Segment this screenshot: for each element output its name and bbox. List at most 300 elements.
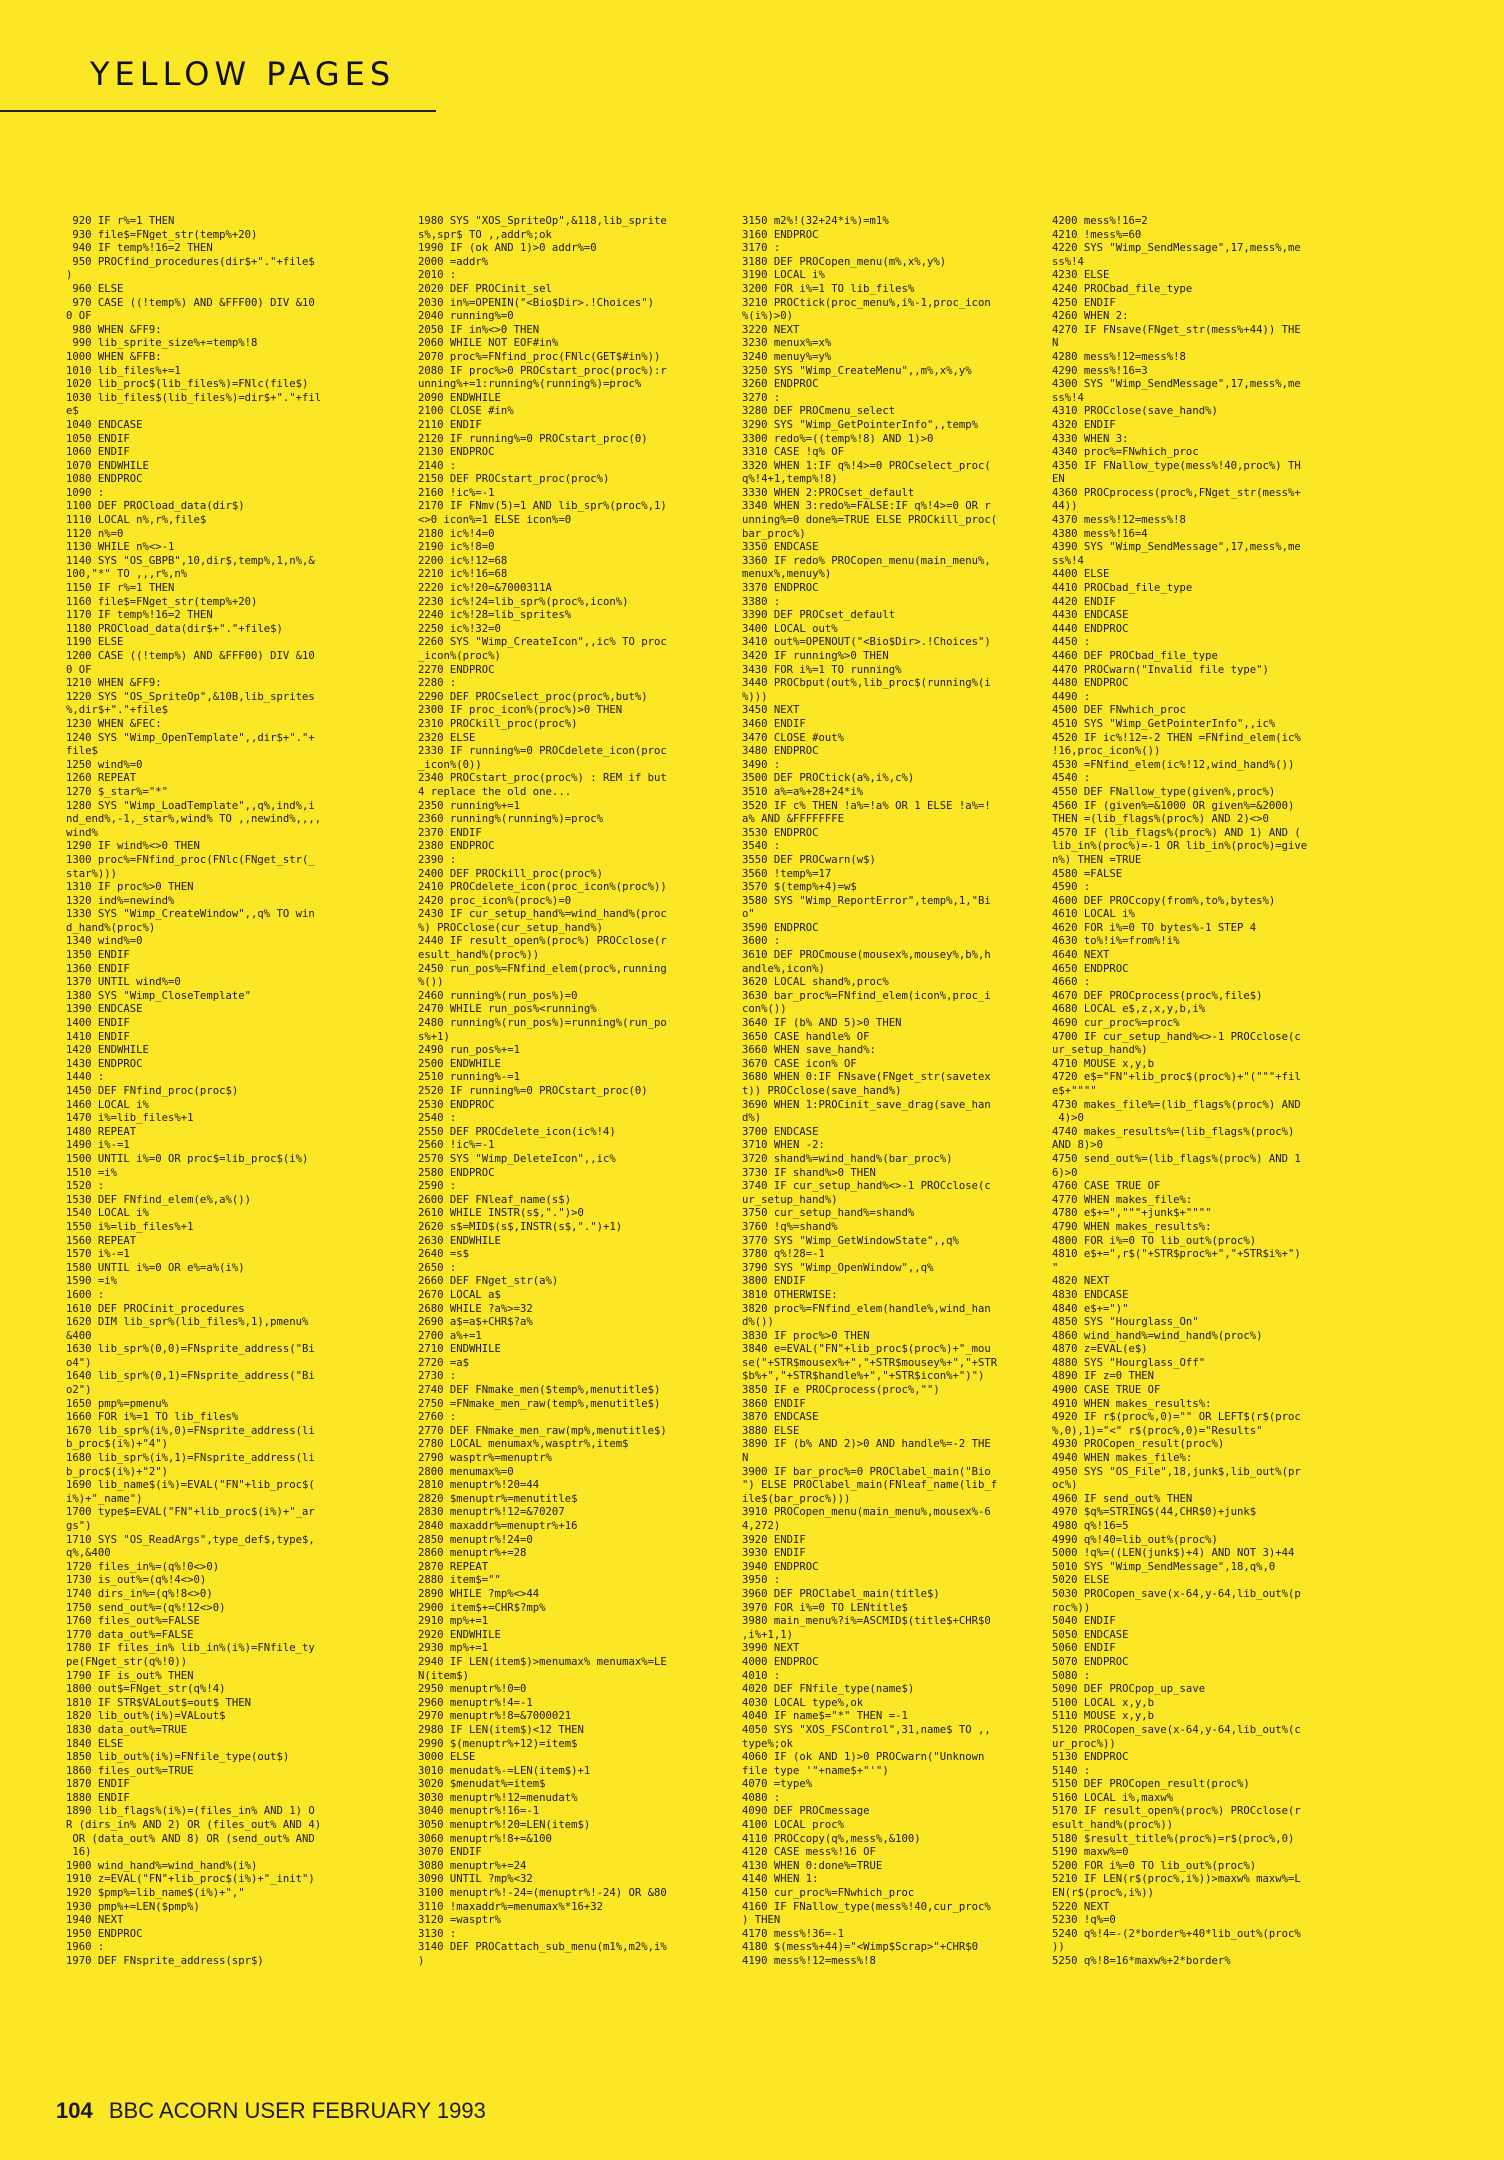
- code-line: t)) PROCclose(save_hand%): [742, 1085, 902, 1097]
- code-line: 3120 =wasptr%: [418, 1914, 501, 1927]
- code-line: 4000 ENDPROC: [742, 1655, 819, 1668]
- code-line: 4120 CASE mess%!16 OF: [742, 1846, 876, 1859]
- code-line: 2100 CLOSE #in%: [418, 405, 514, 418]
- code-line: 3920 ENDIF: [742, 1533, 806, 1546]
- code-line: 2450 run_pos%=FNfind_elem(proc%,running: [418, 962, 667, 975]
- code-line: 5140 :: [1052, 1764, 1091, 1777]
- code-line: 3860 ENDIF: [742, 1397, 806, 1410]
- code-line: n%) THEN =TRUE: [1052, 853, 1142, 866]
- code-line: 1770 data_out%=FALSE: [66, 1628, 194, 1641]
- code-line: 1220 SYS "OS_SpriteOp",&10B,lib_sprites: [66, 690, 315, 703]
- code-line: 4600 DEF PROCcopy(from%,to%,bytes%): [1052, 894, 1276, 907]
- code-line: 1950 ENDPROC: [66, 1927, 143, 1940]
- code-line: 3630 bar_proc%=FNfind_elem(icon%,proc_i: [742, 989, 991, 1002]
- code-line: 4)>0: [1052, 1112, 1084, 1125]
- code-line: 2890 WHILE ?mp%<>44: [418, 1587, 540, 1600]
- code-line: 2000 =addr%: [418, 255, 489, 268]
- code-line: d%()): [742, 1316, 774, 1329]
- code-line: 4720 e$="FN"+lib_proc$(proc%)+"("""+fil: [1052, 1071, 1301, 1084]
- code-line: 3900 IF bar_proc%=0 PROClabel_main("Bio: [742, 1465, 991, 1478]
- code-line: 3350 ENDCASE: [742, 541, 819, 554]
- code-line: 4070 =type%: [742, 1778, 813, 1791]
- code-line: 4210 !mess%=60: [1052, 228, 1142, 241]
- code-line: 1370 UNTIL wind%=0: [66, 976, 181, 989]
- code-line: 2960 menuptr%!4=-1: [418, 1696, 533, 1709]
- code-line: 960 ELSE: [66, 282, 124, 295]
- code-line: 2540 :: [418, 1112, 457, 1125]
- code-line: 3160 ENDPROC: [742, 228, 819, 241]
- listing-column-4: [1052, 215, 1372, 1969]
- code-line: 2790 wasptr%=menuptr%: [418, 1452, 552, 1465]
- code-line: 5150 DEF PROCopen_result(proc%): [1052, 1778, 1250, 1791]
- code-line: 3220 NEXT: [742, 323, 800, 336]
- code-line: 4190 mess%!12=mess%!8: [742, 1955, 876, 1967]
- code-line: 4840 e$+=")": [1052, 1302, 1129, 1315]
- code-line: 980 WHEN &FF9:: [66, 323, 162, 336]
- code-line: 4320 ENDIF: [1052, 418, 1116, 431]
- code-line: ile$(bar_proc%))): [742, 1492, 851, 1505]
- code-line: 2190 ic%!8=0: [418, 541, 495, 554]
- code-line: 3260 ENDPROC: [742, 378, 819, 391]
- code-line: d_hand%(proc%): [66, 921, 156, 934]
- code-line: 4810 e$+=",r$("+STR$proc%+","+STR$i%+"): [1052, 1248, 1301, 1261]
- code-line: 4630 to%!i%=from%!i%: [1052, 935, 1180, 948]
- code-line: 2840 maxaddr%=menuptr%+16: [418, 1520, 578, 1532]
- code-line: 2010 :: [418, 269, 457, 282]
- code-line: 1050 ENDIF: [66, 432, 130, 445]
- code-line: 3540 :: [742, 840, 781, 853]
- code-line: 3240 menuy%=y%: [742, 350, 832, 363]
- code-line: 3770 SYS "Wimp_GetWindowState",,q%: [742, 1234, 959, 1247]
- code-line: 2810 menuptr%!20=44: [418, 1479, 540, 1492]
- code-line: nd_end%,-1,_star%,wind% TO ,,newind%,,,,: [66, 813, 322, 826]
- code-line: 2290 DEF PROCselect_proc(proc%,but%): [418, 690, 648, 703]
- code-line: 4050 SYS "XOS_FSControl",31,name$ TO ,,: [742, 1723, 991, 1736]
- code-line: 2170 IF FNmv(5)=1 AND lib_spr%(proc%,1): [418, 500, 667, 513]
- code-line: 2140 :: [418, 459, 457, 472]
- code-line: 3800 ENDIF: [742, 1275, 806, 1288]
- code-line: 2570 SYS "Wimp_DeleteIcon",,ic%: [418, 1152, 616, 1165]
- code-line: 2770 DEF FNmake_men_raw(mp%,menutitle$): [418, 1424, 667, 1437]
- code-line: e$: [66, 405, 79, 418]
- code-line: 1510 =i%: [66, 1166, 118, 1179]
- code-line: 4930 PROCopen_result(proc%): [1052, 1438, 1225, 1451]
- code-line: 2370 ENDIF: [418, 826, 482, 839]
- code-line: 4440 ENDPROC: [1052, 622, 1129, 635]
- code-line: 2860 menuptr%+=28: [418, 1547, 527, 1560]
- code-line: N: [742, 1452, 749, 1465]
- code-line: ) THEN: [742, 1914, 781, 1927]
- code-line: 3400 LOCAL out%: [742, 622, 838, 635]
- code-line: 3100 menuptr%!-24=(menuptr%!-24) OR &80: [418, 1887, 667, 1900]
- code-line: d%): [742, 1112, 762, 1125]
- code-line: 4760 CASE TRUE OF: [1052, 1180, 1161, 1193]
- code-line: 1650 pmp%=pmenu%: [66, 1397, 169, 1410]
- code-line: 1430 ENDPROC: [66, 1057, 143, 1070]
- code-line: 1310 IF proc%>0 THEN: [66, 881, 194, 894]
- code-line: 1120 n%=0: [66, 527, 124, 540]
- code-line: 1840 ELSE: [66, 1737, 124, 1750]
- code-line: 1960 :: [66, 1941, 105, 1954]
- code-line: 4290 mess%!16=3: [1052, 364, 1148, 377]
- code-line: 4400 ELSE: [1052, 568, 1110, 581]
- code-line: 4520 IF ic%!12=-2 THEN =FNfind_elem(ic%: [1052, 731, 1301, 744]
- code-line: 3330 WHEN 2:PROCset_default: [742, 486, 915, 499]
- code-line: 2610 WHILE INSTR(s$,".")>0: [418, 1207, 584, 1220]
- code-line: 4450 :: [1052, 636, 1091, 649]
- code-line: 4850 SYS "Hourglass_On": [1052, 1316, 1199, 1329]
- code-line: 4750 send_out%=(lib_flags%(proc%) AND 1: [1052, 1152, 1301, 1165]
- code-line: s%+1): [418, 1030, 450, 1043]
- code-line: 4700 IF cur_setup_hand%<>-1 PROCclose(c: [1052, 1030, 1301, 1043]
- code-line: 2490 run_pos%+=1: [418, 1044, 521, 1057]
- code-line: 2180 ic%!4=0: [418, 527, 495, 540]
- code-line: 1860 files_out%=TRUE: [66, 1764, 194, 1777]
- code-line: 1490 i%-=1: [66, 1139, 130, 1152]
- code-line: 2550 DEF PROCdelete_icon(ic%!4): [418, 1125, 616, 1138]
- code-line: 3530 ENDPROC: [742, 826, 819, 839]
- code-line: 3320 WHEN 1:IF q%!4>=0 PROCselect_proc(: [742, 459, 991, 472]
- code-line: 4150 cur_proc%=FNwhich_proc: [742, 1887, 915, 1900]
- code-line: 3890 IF (b% AND 2)>0 AND handle%=-2 THE: [742, 1438, 991, 1451]
- code-line: 1750 send_out%=(q%!12<>0): [66, 1601, 226, 1614]
- code-line: 2740 DEF FNmake_men($temp%,menutitle$): [418, 1384, 661, 1397]
- code-line: 1640 lib_spr%(0,1)=FNsprite_address("Bi: [66, 1370, 315, 1383]
- code-line: 4620 FOR i%=0 TO bytes%-1 STEP 4: [1052, 921, 1257, 934]
- code-line: 4200 mess%!16=2: [1052, 215, 1148, 227]
- code-line: 3170 :: [742, 242, 781, 255]
- code-line: 1230 WHEN &FEC:: [66, 717, 162, 730]
- code-line: 3050 menuptr%!20=LEN(item$): [418, 1819, 591, 1832]
- code-line: 3380 :: [742, 595, 781, 608]
- code-line: 4390 SYS "Wimp_SendMessage",17,mess%,me: [1052, 541, 1301, 554]
- code-line: 3730 IF shand%>0 THEN: [742, 1166, 876, 1179]
- code-line: 4740 makes_results%=(lib_flags%(proc%): [1052, 1125, 1295, 1138]
- code-line: 4300 SYS "Wimp_SendMessage",17,mess%,me: [1052, 378, 1301, 391]
- code-line: 1420 ENDWHILE: [66, 1044, 149, 1057]
- code-line: bar_proc%): [742, 527, 806, 540]
- code-line: esult_hand%(proc%)): [1052, 1819, 1174, 1832]
- code-line: 1610 DEF PROCinit_procedures: [66, 1302, 245, 1315]
- code-line: 4180 $(mess%+44)="<Wimp$Scrap>"+CHR$0: [742, 1941, 978, 1954]
- code-line: 1280 SYS "Wimp_LoadTemplate",,q%,ind%,i: [66, 799, 315, 812]
- code-line: b_proc$(i%)+"4"): [66, 1438, 169, 1451]
- code-line: 1880 ENDIF: [66, 1791, 130, 1804]
- code-line: %) PROCclose(cur_setup_hand%): [418, 921, 603, 934]
- code-line: 3870 ENDCASE: [742, 1411, 819, 1424]
- code-line: %()): [418, 976, 444, 989]
- code-line: 3340 WHEN 3:redo%=FALSE:IF q%!4>=0 OR r: [742, 500, 991, 513]
- code-line: 1670 lib_spr%(i%,0)=FNsprite_address(li: [66, 1424, 315, 1437]
- code-line: 3740 IF cur_setup_hand%<>-1 PROCclose(c: [742, 1180, 991, 1193]
- code-line: 4550 DEF FNallow_type(given%,proc%): [1052, 785, 1276, 798]
- code-line: 2500 ENDWHILE: [418, 1057, 501, 1070]
- code-line: $b%+","+STR$handle%+","+STR$icon%+")"): [742, 1370, 985, 1383]
- code-line: 1920 $pmp%=lib_name$(i%)+",": [66, 1887, 245, 1900]
- code-line: 4160 IF FNallow_type(mess%!40,cur_proc%: [742, 1900, 991, 1913]
- code-line: 4940 WHEN makes_file%:: [1052, 1452, 1193, 1465]
- code-line: 1930 pmp%+=LEN($pmp%): [66, 1900, 200, 1913]
- code-line: o4"): [66, 1356, 92, 1369]
- code-line: 3130 :: [418, 1927, 457, 1940]
- code-line: gs"): [66, 1520, 92, 1532]
- code-line: 1300 proc%=FNfind_proc(FNlc(FNget_str(_: [66, 853, 315, 866]
- code-line: 3640 IF (b% AND 5)>0 THEN: [742, 1017, 902, 1030]
- code-line: 2360 running%(running%)=proc%: [418, 813, 603, 826]
- code-line: 1250 wind%=0: [66, 758, 143, 771]
- code-line: 1970 DEF FNsprite_address(spr$): [66, 1955, 264, 1967]
- code-line: 2590 :: [418, 1180, 457, 1193]
- code-line: 2600 DEF FNleaf_name(s$): [418, 1193, 572, 1206]
- code-line: 3790 SYS "Wimp_OpenWindow",,q%: [742, 1261, 934, 1274]
- code-line: 3510 a%=a%+28+24*i%: [742, 785, 864, 798]
- code-line: 4250 ENDIF: [1052, 296, 1116, 309]
- code-line: 2690 a$=a$+CHR$?a%: [418, 1316, 533, 1329]
- code-line: 2780 LOCAL menumax%,wasptr%,item$: [418, 1438, 629, 1451]
- code-line: 2250 ic%!32=0: [418, 622, 501, 635]
- code-line: 3990 NEXT: [742, 1642, 800, 1655]
- code-line: 940 IF temp%!16=2 THEN: [66, 242, 213, 255]
- code-line: ur_setup_hand%): [742, 1193, 838, 1206]
- code-line: 950 PROCfind_procedures(dir$+"."+file$: [66, 255, 315, 268]
- code-line: esult_hand%(proc%)): [418, 949, 540, 962]
- code-line: R (dirs_in% AND 2) OR (files_out% AND 4): [66, 1819, 322, 1832]
- code-line: 4030 LOCAL type%,ok: [742, 1696, 864, 1709]
- code-line: 3520 IF c% THEN !a%=!a% OR 1 ELSE !a%=!: [742, 799, 991, 812]
- code-line: 5240 q%!4=-(2*border%+40*lib_out%(proc%: [1052, 1927, 1301, 1940]
- code-line: 5010 SYS "Wimp_SendMessage",18,q%,0: [1052, 1560, 1276, 1573]
- code-line: 4090 DEF PROCmessage: [742, 1805, 870, 1818]
- code-line: 920 IF r%=1 THEN: [66, 215, 175, 227]
- code-line: 1790 IF is_out% THEN: [66, 1669, 194, 1682]
- code-line: 4040 IF name$="*" THEN =-1: [742, 1710, 908, 1723]
- code-line: 4560 IF (given%=&1000 OR given%=&2000): [1052, 799, 1295, 812]
- code-line: 4260 WHEN 2:: [1052, 310, 1129, 323]
- code-line: 1180 PROCload_data(dir$+"."+file$): [66, 622, 283, 635]
- code-line: 1590 =i%: [66, 1275, 118, 1288]
- code-line: 2710 ENDWHILE: [418, 1343, 501, 1356]
- code-line: 4280 mess%!12=mess%!8: [1052, 350, 1186, 363]
- code-line: roc%)): [1052, 1601, 1091, 1614]
- code-line: 4780 e$+=","""+junk$+"""": [1052, 1207, 1212, 1220]
- code-line: 4410 PROCbad_file_type: [1052, 582, 1193, 595]
- code-line: 2270 ENDPROC: [418, 663, 495, 676]
- code-line: e$+"""": [1052, 1085, 1097, 1097]
- code-line: 4660 :: [1052, 976, 1091, 989]
- code-line: 2880 item$="": [418, 1574, 501, 1587]
- code-line: 4990 q%!40=lib_out%(proc%): [1052, 1533, 1218, 1546]
- code-line: ss%!4: [1052, 255, 1084, 268]
- code-line: 1660 FOR i%=1 TO lib_files%: [66, 1411, 239, 1424]
- code-line: N(item$): [418, 1669, 470, 1682]
- code-line: 4010 :: [742, 1669, 781, 1682]
- code-line: 4380 mess%!16=4: [1052, 527, 1148, 540]
- code-line: 2030 in%=OPENIN("<Bio$Dir>.!Choices"): [418, 296, 654, 309]
- code-line: 1460 LOCAL i%: [66, 1098, 149, 1111]
- code-line: 3780 q%!28=-1: [742, 1248, 825, 1261]
- code-line: 4830 ENDCASE: [1052, 1288, 1129, 1301]
- code-line: 3850 IF e PROCprocess(proc%,""): [742, 1384, 940, 1397]
- code-line: 4 replace the old one...: [418, 785, 572, 798]
- code-line: 3430 FOR i%=1 TO running%: [742, 663, 902, 676]
- page-footer: [56, 2098, 486, 2124]
- code-line: 2260 SYS "Wimp_CreateIcon",,ic% TO proc: [418, 636, 667, 649]
- code-line: ss%!4: [1052, 391, 1084, 404]
- code-line: 1290 IF wind%<>0 THEN: [66, 840, 200, 853]
- code-line: %,0),1)="<" r$(proc%,0)="Results": [1052, 1424, 1263, 1437]
- code-line: ): [418, 1955, 425, 1967]
- code-line: 4980 q%!16=5: [1052, 1520, 1129, 1532]
- code-line: 4860 wind_hand%=wind_hand%(proc%): [1052, 1329, 1263, 1342]
- code-line: 1720 files_in%=(q%!0<>0): [66, 1560, 220, 1573]
- code-line: 1830 data_out%=TRUE: [66, 1723, 188, 1736]
- code-line: 1900 wind_hand%=wind_hand%(i%): [66, 1859, 258, 1872]
- code-line: 1620 DIM lib_spr%(lib_files%,1),pmenu%: [66, 1316, 309, 1329]
- code-line: 4870 z=EVAL(e$): [1052, 1343, 1148, 1356]
- code-line: 1910 z=EVAL("FN"+lib_proc$(i%)+"_init"): [66, 1873, 315, 1886]
- code-line: 1850 lib_out%(i%)=FNfile_type(out$): [66, 1751, 290, 1764]
- code-line: 5030 PROCopen_save(x-64,y-64,lib_out%(p: [1052, 1587, 1301, 1600]
- code-line: 4420 ENDIF: [1052, 595, 1116, 608]
- code-line: 2900 item$+=CHR$?mp%: [418, 1601, 546, 1614]
- code-line: 4920 IF r$(proc%,0)="" OR LEFT$(r$(proc: [1052, 1411, 1301, 1424]
- code-line: 4590 :: [1052, 881, 1091, 894]
- code-line: 1550 i%=lib_files%+1: [66, 1220, 194, 1233]
- code-line: 5220 NEXT: [1052, 1900, 1110, 1913]
- code-line: 4060 IF (ok AND 1)>0 PROCwarn("Unknown: [742, 1751, 985, 1764]
- code-line: 5020 ELSE: [1052, 1574, 1110, 1587]
- code-line: 4770 WHEN makes_file%:: [1052, 1193, 1193, 1206]
- code-line: N: [1052, 337, 1059, 350]
- code-line: 3560 !temp%=17: [742, 867, 832, 880]
- code-line: 1260 REPEAT: [66, 772, 137, 785]
- code-line: 1200 CASE ((!temp%) AND &FFF00) DIV &10: [66, 650, 315, 662]
- page-number: 104: [56, 2098, 93, 2123]
- code-line: 2730 :: [418, 1370, 457, 1383]
- code-line: 0 OF: [66, 310, 92, 323]
- code-line: 3200 FOR i%=1 TO lib_files%: [742, 282, 915, 295]
- code-line: 3690 WHEN 1:PROCinit_save_drag(save_han: [742, 1098, 991, 1111]
- code-line: 2760 :: [418, 1411, 457, 1424]
- code-line: 4570 IF (lib_flags%(proc%) AND 1) AND (: [1052, 826, 1301, 839]
- code-line: 3810 OTHERWISE:: [742, 1288, 838, 1301]
- code-line: 2910 mp%+=1: [418, 1615, 489, 1628]
- code-line: 3590 ENDPROC: [742, 921, 819, 934]
- code-line: 2230 ic%!24=lib_spr%(proc%,icon%): [418, 595, 629, 608]
- code-line: 4220 SYS "Wimp_SendMessage",17,mess%,me: [1052, 242, 1301, 255]
- code-line: 3840 e=EVAL("FN"+lib_proc$(proc%)+"_mou: [742, 1343, 991, 1356]
- code-line: 1340 wind%=0: [66, 935, 143, 948]
- code-line: 2950 menuptr%!0=0: [418, 1683, 527, 1696]
- code-line: 2340 PROCstart_proc(proc%) : REM if but: [418, 772, 667, 785]
- code-line: 1130 WHILE n%<>-1: [66, 541, 175, 554]
- code-line: 1380 SYS "Wimp_CloseTemplate": [66, 989, 251, 1002]
- code-line: 1630 lib_spr%(0,0)=FNsprite_address("Bi: [66, 1343, 315, 1356]
- code-line: 2210 ic%!16=68: [418, 568, 508, 581]
- code-line: 4370 mess%!12=mess%!8: [1052, 514, 1186, 527]
- code-line: 2940 IF LEN(item$)>menumax% menumax%=LE: [418, 1655, 667, 1668]
- code-line: menux%,menuy%): [742, 568, 832, 581]
- code-line: a% AND &FFFFFFFE: [742, 813, 845, 826]
- code-line: 1600 :: [66, 1288, 105, 1301]
- code-line: 3310 CASE !q% OF: [742, 446, 845, 459]
- code-line: 2410 PROCdelete_icon(proc_icon%(proc%)): [418, 881, 667, 894]
- code-line: 4680 LOCAL e$,z,x,y,b,i%: [1052, 1003, 1206, 1016]
- code-line: type%;ok: [742, 1737, 794, 1750]
- code-line: 6)>0: [1052, 1166, 1078, 1179]
- code-line: 2990 $(menuptr%+12)=item$: [418, 1737, 578, 1750]
- code-line: 2400 DEF PROCkill_proc(proc%): [418, 867, 603, 880]
- code-line: 4,272): [742, 1520, 781, 1532]
- code-line: 1240 SYS "Wimp_OpenTemplate",,dir$+"."+: [66, 731, 315, 744]
- code-line: pe(FNget_str(q%!0)): [66, 1655, 188, 1668]
- code-line: 3030 menuptr%!12=menudat%: [418, 1791, 578, 1804]
- code-line: %(i%)>0): [742, 310, 794, 323]
- code-line: 1800 out$=FNget_str(q%!4): [66, 1683, 226, 1696]
- code-line: 3880 ELSE: [742, 1424, 800, 1437]
- code-line: 5110 MOUSE x,y,b: [1052, 1710, 1155, 1723]
- code-line: 4140 WHEN 1:: [742, 1873, 819, 1886]
- code-line: 3040 menuptr%!16=-1: [418, 1805, 540, 1818]
- code-line: file type '"+name$+"'"): [742, 1764, 889, 1777]
- code-line: 3620 LOCAL shand%,proc%: [742, 976, 889, 989]
- code-line: 5170 IF result_open%(proc%) PROCclose(r: [1052, 1805, 1301, 1818]
- code-line: 2080 IF proc%>0 PROCstart_proc(proc%):r: [418, 364, 667, 377]
- code-line: 1390 ENDCASE: [66, 1003, 143, 1016]
- code-line: 5250 q%!8=16*maxw%+2*border%: [1052, 1955, 1231, 1967]
- code-line: 3930 ENDIF: [742, 1547, 806, 1560]
- code-line: 1450 DEF FNfind_proc(proc$): [66, 1085, 239, 1097]
- code-line: 3070 ENDIF: [418, 1846, 482, 1859]
- code-line: 2070 proc%=FNfind_proc(FNlc(GET$#in%)): [418, 350, 661, 363]
- code-line: 3550 DEF PROCwarn(w$): [742, 853, 876, 866]
- code-line: o2"): [66, 1384, 92, 1397]
- code-line: 2930 mp%+=1: [418, 1642, 489, 1655]
- code-line: 5120 PROCopen_save(x-64,y-64,lib_out%(c: [1052, 1723, 1301, 1736]
- code-line: 3300 redo%=((temp%!8) AND 1)>0: [742, 432, 934, 445]
- code-line: 4900 CASE TRUE OF: [1052, 1384, 1161, 1397]
- code-line: 2580 ENDPROC: [418, 1166, 495, 1179]
- code-line: 4490 :: [1052, 690, 1091, 703]
- code-line: 3410 out%=OPENOUT("<Bio$Dir>.!Choices"): [742, 636, 991, 649]
- code-line: 1270 $_star%="*": [66, 785, 169, 798]
- code-line: 1010 lib_files%+=1: [66, 364, 181, 377]
- code-line: EN: [1052, 473, 1065, 486]
- listing-column-1: [66, 215, 406, 1969]
- code-line: 2530 ENDPROC: [418, 1098, 495, 1111]
- code-line: 3680 WHEN 0:IF FNsave(FNget_str(savetex: [742, 1071, 991, 1084]
- code-line: ss%!4: [1052, 554, 1084, 567]
- code-line: 1040 ENDCASE: [66, 418, 143, 431]
- code-line: 2280 :: [418, 677, 457, 690]
- code-line: 1090 :: [66, 486, 105, 499]
- code-line: 2150 DEF PROCstart_proc(proc%): [418, 473, 610, 486]
- code-line: 3090 UNTIL ?mp%<32: [418, 1873, 533, 1886]
- code-line: 4890 IF z=0 THEN: [1052, 1370, 1155, 1383]
- section-title: YELLOW PAGES: [90, 55, 396, 93]
- code-line: 4670 DEF PROCprocess(proc%,file$): [1052, 989, 1263, 1002]
- code-line: 1000 WHEN &FFB:: [66, 350, 162, 363]
- code-line: 2510 running%-=1: [418, 1071, 521, 1084]
- code-line: 1320 ind%=newind%: [66, 894, 175, 907]
- code-line: star%))): [66, 867, 118, 880]
- code-line: 2630 ENDWHILE: [418, 1234, 501, 1247]
- code-line: 2380 ENDPROC: [418, 840, 495, 853]
- code-line: 1060 ENDIF: [66, 446, 130, 459]
- code-line: _icon%(0)): [418, 758, 482, 771]
- code-line: 1080 ENDPROC: [66, 473, 143, 486]
- code-line: 1560 REPEAT: [66, 1234, 137, 1247]
